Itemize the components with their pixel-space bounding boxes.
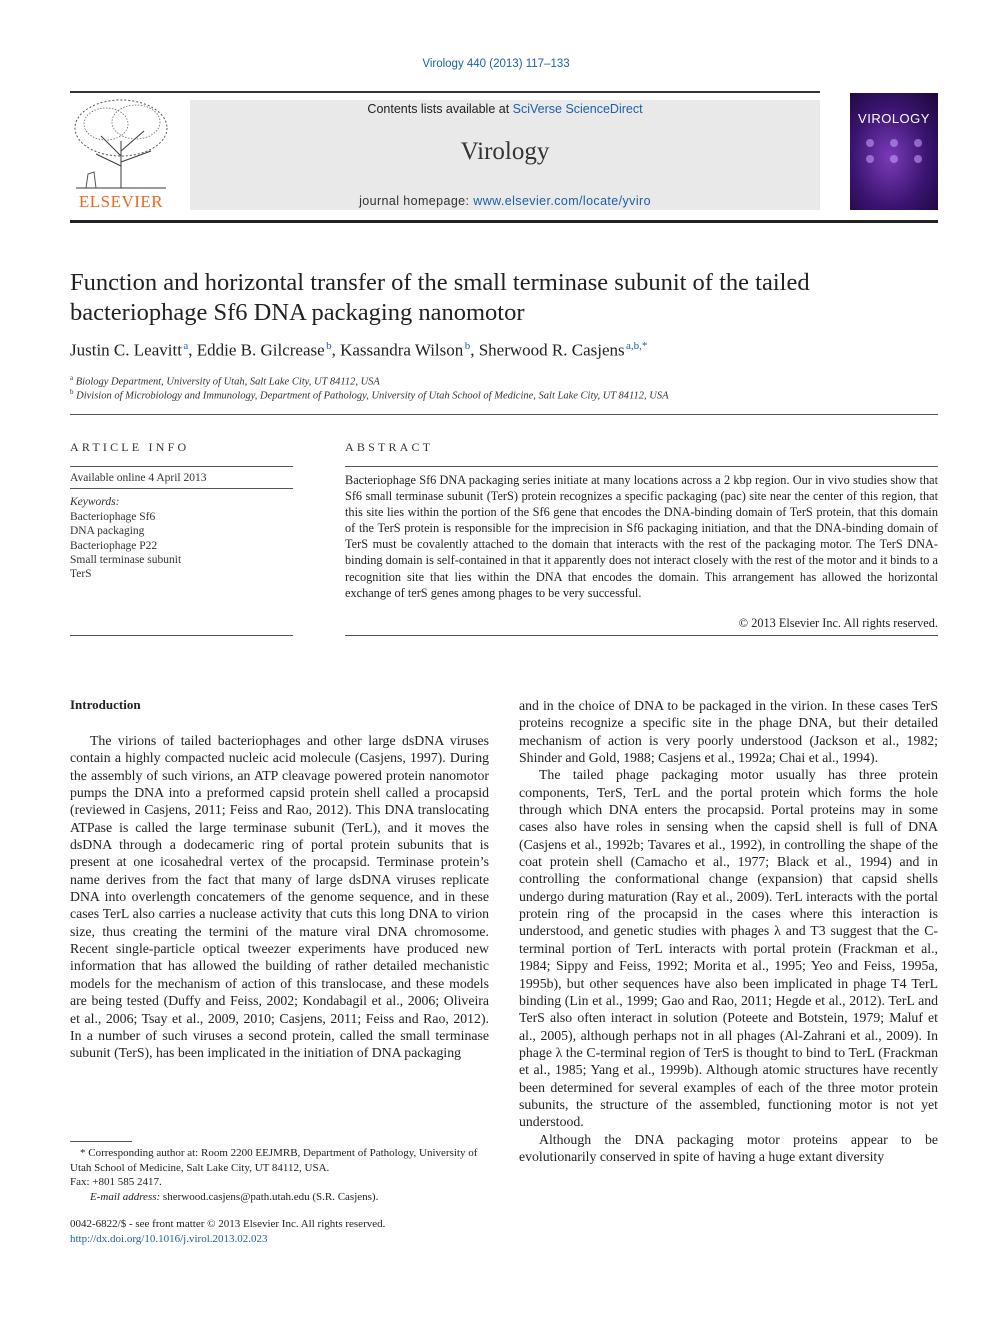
article-info-rule	[70, 488, 293, 489]
author-affil-sup[interactable]: b	[464, 340, 471, 352]
cover-title: VIROLOGY	[858, 111, 930, 126]
footnote-rule	[70, 1141, 132, 1142]
author-affil-sup[interactable]: a	[183, 340, 189, 352]
author-name[interactable]: Sherwood R. Casjens	[478, 340, 625, 360]
introduction-heading: Introduction	[70, 697, 141, 712]
fax-number: Fax: +801 585 2417.	[70, 1176, 162, 1188]
abstract-bottom-rule	[345, 635, 938, 636]
affiliation-text: Division of Microbiology and Immunology, Department of Pathology, University of Utah School of Medicine, Salt Lake City, UT 84112, USA	[76, 390, 669, 402]
abstract-rule	[345, 466, 938, 467]
header-top-rule	[70, 91, 820, 93]
email-line	[70, 1190, 490, 1205]
keyword: DNA packaging	[70, 525, 145, 538]
body-paragraph: The tailed phage packaging motor usually has three protein components, TerS, TerL and the portal protein which forms the hole through which DNA enters the procapsid. Portal proteins may in some cases also have roles in sensing when the capsid shell is full of DNA (Casjens et al., 1992b; Tavares et al., 1992), in controlling the shape of the coat protein shell (Camacho et al., 1977; Black et al., 1994) and in controlling the conformational change (expansion) that capsid shells undergo during maturation (Ray et al., 2009). TerL interacts with the portal protein ring of the procapsid in the cases where this interaction is understood, and genetic studies with phages λ and T3 suggest that the C-terminal portion of TerL interacts with portal protein (Frackman et al., 1984; Sippy and Feiss, 1992; Morita et al., 1995; Yeo and Feiss, 1995a, 1995b), but other sequences have also been implicated in phage T4 TerL binding (Lin et al., 1999; Gao and Rao, 2011; Hegde et al., 2012). TerL and TerS also often interact in solution (Poteete and Botstein, 1979; Maluf et al., 2005), although perhaps not in all phages (Al-Zahrani et al., 2009). In phage λ the C-terminal region of TerS is thought to bind to TerL (Frackman et al., 1985; Yang et al., 1999b). Although atomic structures have recently been determined for several examples of each of the three motor protein subunits, the structure of the assembled, functioning motor is not yet understood.	[519, 767, 938, 1130]
elsevier-wordmark: ELSEVIER	[78, 192, 164, 211]
homepage-link[interactable]: www.elsevier.com/locate/yviro	[473, 194, 651, 208]
contents-prefix: Contents lists available at	[367, 102, 513, 116]
title-block-rule	[70, 414, 938, 415]
affiliation-b	[70, 388, 940, 402]
corresponding-author: * Corresponding author at: Room 2200 EEJMRB, Department of Pathology, University of Utah School of Medicine, Salt Lake City, UT 84112, USA.	[70, 1147, 478, 1174]
body-right-column	[519, 697, 938, 1165]
article-info-heading: ARTICLE INFO	[70, 440, 190, 454]
doi-link[interactable]: http://dx.doi.org/10.1016/j.virol.2013.02.023	[70, 1232, 268, 1245]
affiliation-a	[70, 374, 940, 388]
author-affil-sup[interactable]: a,b,*	[626, 340, 648, 352]
author-list: Justin C. Leavitt $^a$, Eddie B. Gilcrease $^b$, Kassandra Wilson $^b$, Sherwood R. Casjens $^{a,b,*}$	[70, 340, 648, 360]
author-affil-sup[interactable]: b	[326, 340, 332, 352]
author-name[interactable]: Justin C. Leavitt	[70, 340, 182, 360]
keyword: TerS	[70, 568, 92, 581]
abstract-heading: ABSTRACT	[345, 440, 434, 454]
author-name[interactable]: Eddie B. Gilcrease	[196, 340, 325, 360]
keywords-label: Keywords:	[70, 496, 120, 508]
journal-name: Virology	[460, 138, 550, 165]
article-info-bottom-rule	[70, 635, 293, 636]
keywords-list	[70, 510, 181, 581]
email-address[interactable]: sherwood.casjens@path.utah.edu (S.R. Casjens).	[162, 1190, 379, 1203]
journal-homepage	[190, 194, 820, 208]
body-left-column	[70, 732, 489, 1062]
article-title: Function and horizontal transfer of the small terminase subunit of the tailed bacteriophage Sf6 DNA packaging nanomotor	[70, 269, 810, 326]
header-bottom-rule	[70, 220, 938, 223]
journal-reference[interactable]: Virology 440 (2013) 117–133	[422, 58, 570, 70]
keyword: Bacteriophage P22	[70, 539, 158, 552]
body-paragraph: The virions of tailed bacteriophages and other large dsDNA viruses contain a highly compacted nucleic acid molecule (Casjens, 1997). During the assembly of such virions, an ATP cleavage powered protein nanomotor pumps the DNA into a preformed capsid protein shell called a procapsid (reviewed in Casjens, 2011; Feiss and Rao, 2012). This DNA translocating ATPase is called the large terminase subunit (TerL), and it moves the dsDNA through a dodecameric ring of portal protein subunits that is present at one icosahedral vertex of the procapsid. Terminase protein’s name derives from the fact that many of large dsDNA viruses replicate DNA into overlength concatemers of the genome sequence, and in these cases TerL also carries a nuclease activity that cuts this long DNA to virion size, thus creating the termini of the mature viral DNA chromosome. Recent single-particle optical tweezer experiments have produced new information that has allowed the building of rather detailed mechanistic models for the mechanism of action of this translocase, and these models are being tested (Duffy and Feiss, 2002; Kondabagil et al., 2006; Oliveira et al., 2006; Tsay et al., 2009, 2010; Casjens, 2011; Feiss and Rao, 2012). In a number of such viruses a second protein, called the small terminase subunit (TerS), has been implicated in the initiation of DNA packaging	[70, 733, 489, 1061]
article-info-rule	[70, 466, 293, 467]
issn-line: 0042-6822/$ - see front matter © 2013 Elsevier Inc. All rights reserved.	[70, 1218, 386, 1230]
abstract-copyright: © 2013 Elsevier Inc. All rights reserved.	[738, 616, 938, 630]
corresponding-footnote	[70, 1146, 490, 1204]
affiliation-marker: a	[70, 374, 74, 382]
email-label: E-mail address:	[90, 1190, 161, 1203]
sciencedirect-link[interactable]: SciVerse ScienceDirect	[512, 102, 643, 116]
affiliation-text: Biology Department, University of Utah, Salt Lake City, UT 84112, USA	[75, 376, 380, 388]
abstract-text: Bacteriophage Sf6 DNA packaging series initiate at many locations across a 2 kbp region. Our in vivo studies show that Sf6 small terminase subunit (TerS) protein recognizes a specific packaging (pac) site near the center of this region, that this site lies within the portion of the Sf6 gene that encodes the DNA-binding domain of TerS protein, that this domain of the TerS protein is responsible for the imprecision in Sf6 packaging initiation, and that the DNA-binding domain of TerS must be covalently attached to the domain that interacts with the rest of the packaging motor. The TerS DNA-binding domain is self-contained in that it apparently does not interact closely with the rest of the motor and it binds to a recognition site that lies within the DNA that encodes the domain. This arrangement has allowed the horizontal exchange of terS genes among phages to be very successful.	[345, 473, 938, 600]
homepage-prefix: journal homepage:	[359, 194, 474, 208]
body-paragraph: Although the DNA packaging motor proteins appear to be evolutionarily conserved in spite of having a huge extant diversity	[519, 1131, 938, 1164]
affiliation-marker: b	[70, 388, 74, 396]
front-matter	[70, 1217, 385, 1246]
body-paragraph: and in the choice of DNA to be packaged in the virion. In these cases TerS proteins recognize a specific site in the phage DNA, but their detailed mechanism of action is very poorly understood (Jackson et al., 1982; Shinder and Gold, 1988; Casjens et al., 1992a; Chai et al., 1994).	[519, 698, 938, 766]
author-name[interactable]: Kassandra Wilson	[340, 340, 464, 360]
keyword: Small terminase subunit	[70, 553, 182, 566]
keyword: Bacteriophage Sf6	[70, 511, 156, 523]
available-online: Available online 4 April 2013	[70, 472, 207, 484]
contents-line	[190, 102, 820, 116]
